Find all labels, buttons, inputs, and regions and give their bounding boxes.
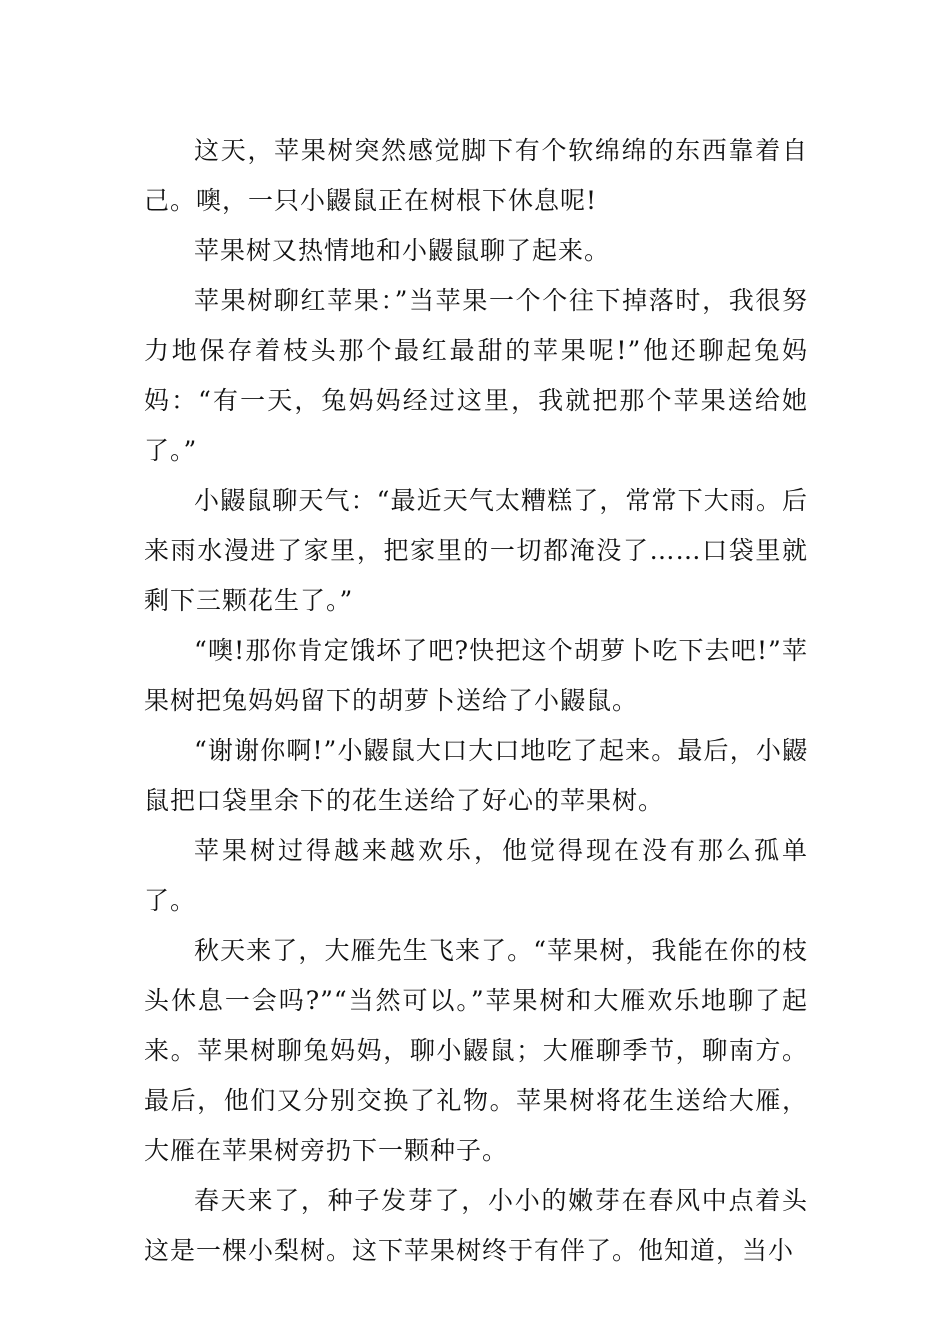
paragraph-8: 秋天来了，大雁先生飞来了。“苹果树，我能在你的枝头休息一会吗?”“当然可以。”苹果树和大雁欢乐地聊了起来。苹果树聊兔妈妈，聊小鼹鼠；大雁聊季节，聊南方。最后，他们又分别交换了礼物。苹果树将花生送给大雁，大雁在苹果树旁扔下一颗种子。 xyxy=(144,936,808,1165)
paragraph-9: 春天来了，种子发芽了，小小的嫩芽在春风中点着头这是一棵小梨树。这下苹果树终于有伴了。他知道，当小 xyxy=(144,1186,808,1265)
paragraph-2: 苹果树又热情地和小鼹鼠聊了起来。 xyxy=(194,236,611,265)
paragraph-6: “谢谢你啊!”小鼹鼠大口大口地吃了起来。最后，小鼹鼠把口袋里余下的花生送给了好心的苹果树。 xyxy=(144,736,808,815)
paragraph-3: 苹果树聊红苹果：”当苹果一个个往下掉落时，我很努力地保存着枝头那个最红最甜的苹果呢!”他还聊起兔妈妈：“有一天，兔妈妈经过这里，我就把那个苹果送给她了。” xyxy=(144,286,808,465)
paragraph-4: 小鼹鼠聊天气：“最近天气太糟糕了，常常下大雨。后来雨水漫进了家里，把家里的一切都淹没了……口袋里就剩下三颗花生了。” xyxy=(144,486,808,615)
paragraph-1: 这天，苹果树突然感觉脚下有个软绵绵的东西靠着自己。噢，一只小鼹鼠正在树根下休息呢! xyxy=(144,136,808,215)
document-page xyxy=(144,126,808,1276)
paragraph-7: 苹果树过得越来越欢乐，他觉得现在没有那么孤单了。 xyxy=(144,836,808,915)
paragraph-5: “噢!那你肯定饿坏了吧?快把这个胡萝卜吃下去吧!”苹果树把兔妈妈留下的胡萝卜送给了小鼹鼠。 xyxy=(144,636,808,715)
